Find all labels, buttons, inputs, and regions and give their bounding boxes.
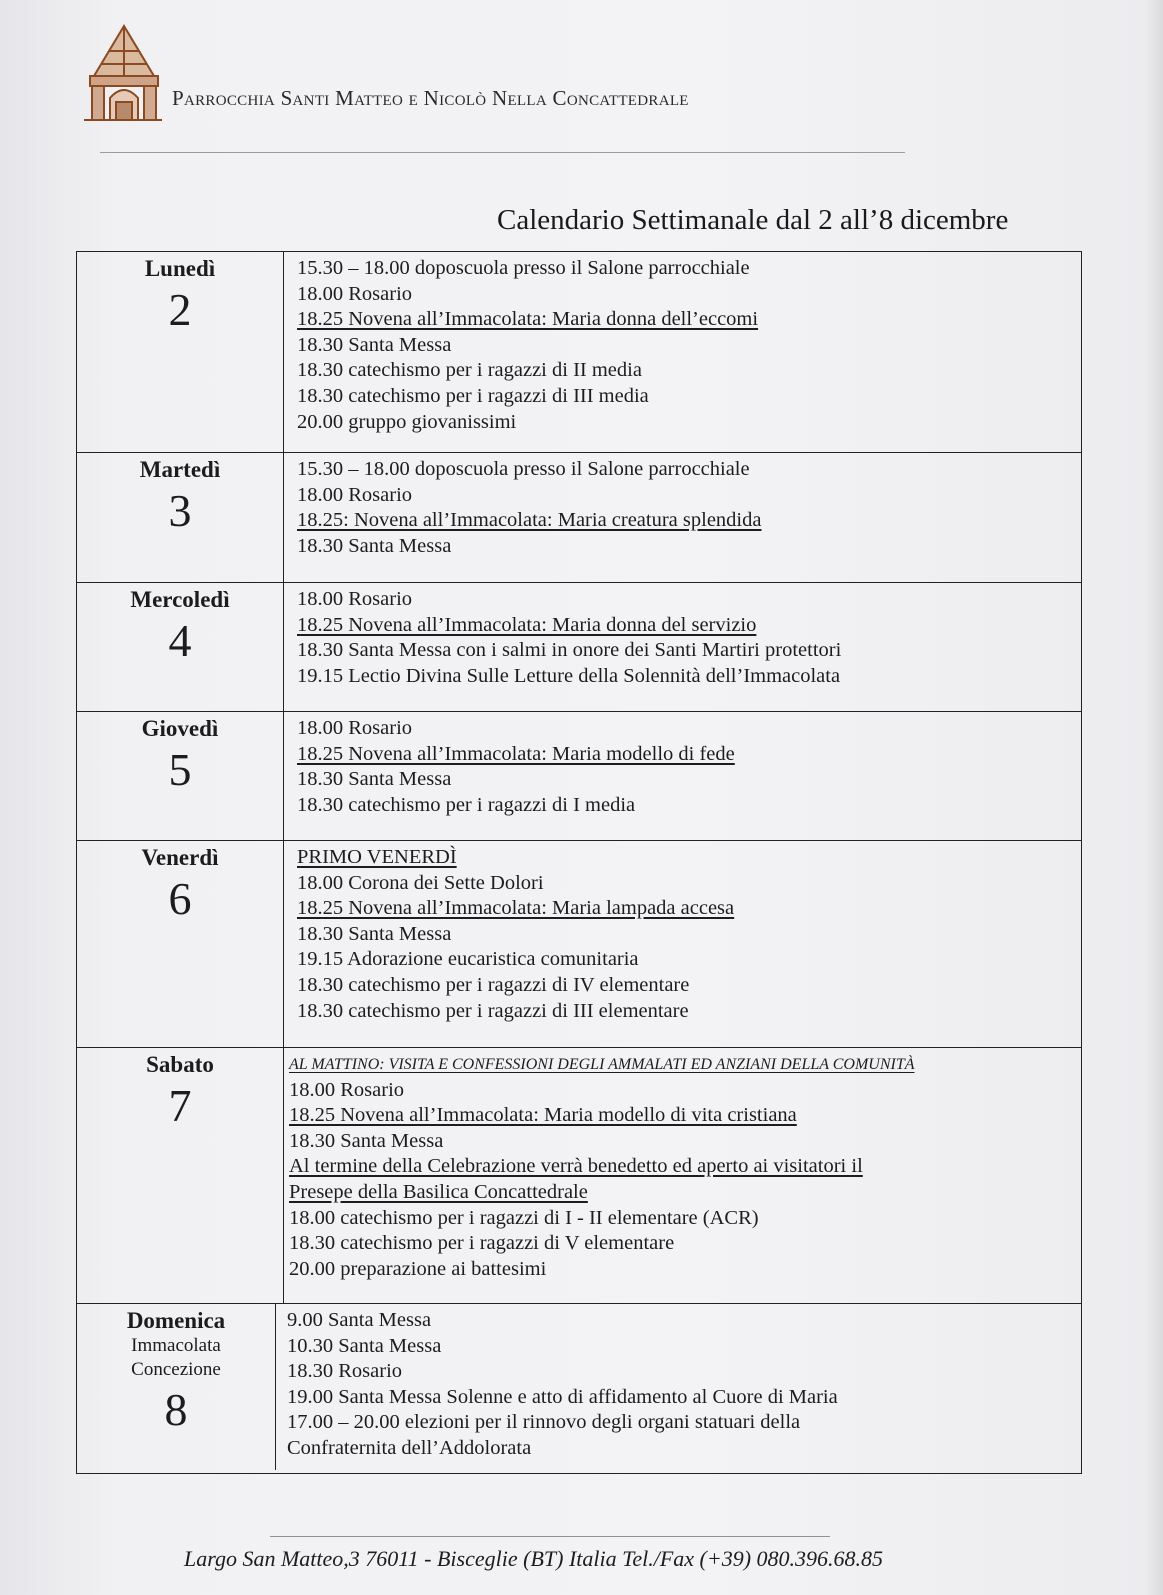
day-cell <box>77 1048 284 1303</box>
day-name: Venerdì <box>141 845 219 870</box>
day-name: Martedì <box>139 457 221 482</box>
day-name: Giovedì <box>141 716 219 741</box>
event-item: 18.00 catechismo per i ragazzi di I - II elementare (ACR) <box>289 1206 759 1229</box>
day-name: Mercoledì <box>130 587 230 612</box>
day-row-lunedi <box>77 252 1081 453</box>
event-item: 18.30 catechismo per i ragazzi di I media <box>297 793 636 816</box>
parish-name: Parrocchia Santi Matteo e Nicolò Nella Concattedrale <box>172 86 689 110</box>
day-row-giovedi <box>77 712 1081 841</box>
event-item: 10.30 Santa Messa <box>287 1334 442 1357</box>
day-number: 6 <box>168 873 192 924</box>
day-number: 5 <box>168 744 192 795</box>
event-item: 15.30 – 18.00 doposcuola presso il Salone parrocchiale <box>297 458 750 480</box>
event-item: 18.30 catechismo per i ragazzi di III elementare <box>297 999 689 1022</box>
event-item: 18.00 Rosario <box>297 282 413 305</box>
presepe-notice-line: Presepe della Basilica Concattedrale <box>289 1180 588 1203</box>
events-list <box>297 716 1075 818</box>
day-row-venerdi <box>77 841 1081 1048</box>
novena-item: 18.25 Novena all’Immacolata: Maria donna del servizio <box>297 613 757 636</box>
event-item: 18.30 Santa Messa con i salmi in onore dei Santi Martiri protettori <box>297 639 842 662</box>
day-row-mercoledi <box>77 583 1081 712</box>
event-item: 18.30 Santa Messa <box>297 534 452 557</box>
event-item: 18.30 catechismo per i ragazzi di III media <box>297 384 649 407</box>
event-item: 19.15 Lectio Divina Sulle Letture della Solennità dell’Immacolata <box>297 664 841 687</box>
event-item: 18.30 Santa Messa <box>289 1129 444 1152</box>
events-list <box>297 457 1075 559</box>
primo-venerdi-heading: PRIMO VENERDÌ <box>297 846 457 868</box>
event-item: 18.30 catechismo per i ragazzi di V elementare <box>289 1232 675 1255</box>
weekly-schedule-table <box>76 251 1082 1474</box>
day-cell <box>77 583 284 711</box>
day-name: Domenica <box>126 1308 226 1333</box>
page-title: Calendario Settimanale dal 2 all’8 dicembre <box>497 204 1009 236</box>
day-name: Sabato <box>146 1052 214 1077</box>
header-divider <box>100 152 905 153</box>
day-number: 7 <box>168 1080 192 1131</box>
day-cell <box>77 252 284 452</box>
day-number: 4 <box>168 615 192 666</box>
events-list <box>297 587 1075 689</box>
event-item: 15.30 – 18.00 doposcuola presso il Salone parrocchiale <box>297 257 750 279</box>
event-item: 9.00 Santa Messa <box>287 1309 432 1331</box>
events-list <box>289 1052 1075 1282</box>
event-item: 18.00 Rosario <box>289 1078 405 1101</box>
day-number: 2 <box>168 284 192 335</box>
event-item: 18.00 Rosario <box>297 717 413 739</box>
day-cell <box>77 1304 276 1470</box>
novena-item: 18.25 Novena all’Immacolata: Maria modello di vita cristiana <box>289 1104 797 1127</box>
day-row-domenica <box>77 1304 1081 1470</box>
footer-address: Largo San Matteo,3 76011 - Bisceglie (BT) Italia Tel./Fax (+39) 080.396.68.85 <box>184 1546 884 1571</box>
event-item: 18.30 catechismo per i ragazzi di IV elementare <box>297 973 690 996</box>
day-number: 3 <box>168 485 192 536</box>
event-item: 18.30 Santa Messa <box>297 333 452 356</box>
novena-item: 18.25 Novena all’Immacolata: Maria lampada accesa <box>297 897 735 920</box>
presepe-notice-line: Al termine della Celebrazione verrà benedetto ed aperto ai visitatori il <box>289 1155 863 1178</box>
events-list <box>297 256 1075 435</box>
event-item: 20.00 gruppo giovanissimi <box>297 410 517 433</box>
events-list <box>297 845 1075 1024</box>
event-item: 18.00 Corona dei Sette Dolori <box>297 871 544 894</box>
event-item: 17.00 – 20.00 elezioni per il rinnovo degli organi statuari della <box>287 1411 801 1434</box>
event-item: 18.30 Santa Messa <box>297 768 452 791</box>
event-item: 18.30 Santa Messa <box>297 922 452 945</box>
day-row-martedi <box>77 453 1081 583</box>
day-name: Lunedì <box>144 256 216 281</box>
event-item: 19.00 Santa Messa Solenne e atto di affidamento al Cuore di Maria <box>287 1385 838 1408</box>
feast-name: Immacolata Concezione <box>131 1335 221 1380</box>
novena-item: 18.25 Novena all’Immacolata: Maria donna dell’eccomi <box>297 308 759 331</box>
morning-visit-notice: AL MATTINO: VISITA E CONFESSIONI DEGLI AMMALATI ED ANZIANI DELLA COMUNITÀ <box>289 1056 915 1073</box>
novena-item: 18.25: Novena all’Immacolata: Maria creatura splendida <box>297 509 762 532</box>
day-cell <box>77 712 284 840</box>
church-facade-icon <box>84 22 164 124</box>
letterhead <box>84 22 904 132</box>
novena-item: 18.25 Novena all’Immacolata: Maria modello di fede <box>297 742 735 765</box>
day-cell <box>77 841 284 1047</box>
events-list <box>287 1308 1075 1462</box>
footer-divider <box>270 1536 830 1537</box>
event-item: 18.30 catechismo per i ragazzi di II media <box>297 359 642 382</box>
event-item: Confraternita dell’Addolorata <box>287 1436 532 1459</box>
event-item: 18.00 Rosario <box>297 483 413 506</box>
event-item: 19.15 Adorazione eucaristica comunitaria <box>297 948 639 971</box>
day-number: 8 <box>164 1384 188 1435</box>
day-cell <box>77 453 284 582</box>
day-row-sabato <box>77 1048 1081 1304</box>
event-item: 20.00 preparazione ai battesimi <box>289 1257 547 1280</box>
event-item: 18.00 Rosario <box>297 588 413 610</box>
event-item: 18.30 Rosario <box>287 1360 403 1383</box>
